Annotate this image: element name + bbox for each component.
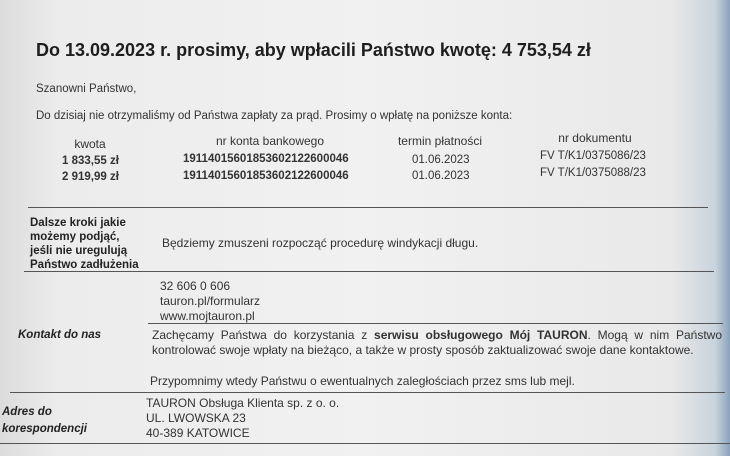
- divider: [148, 323, 723, 324]
- address-line: UL. LWOWSKA 23: [146, 411, 246, 425]
- amount: 2 919,99 zł: [62, 171, 119, 183]
- label-line: Państwo zadłużenia: [30, 259, 139, 271]
- promo-text: [152, 328, 722, 358]
- next-steps-text: Będziemy zmuszeni rozpocząć procedurę windykacji długu.: [162, 236, 479, 250]
- account-number: 19114015601853602122600046: [183, 170, 349, 182]
- contact-web-link[interactable]: www.mojtauron.pl: [160, 309, 255, 323]
- promo-bold: serwisu obsługowego Mój TAURON: [374, 328, 588, 342]
- label-line: jeśli nie uregulują: [30, 245, 128, 257]
- promo-post: . Mogą w nim Państwo kontrolować swoje wpłaty na bieżąco, a także w prosty sposób zaktualizować swoje dane kontaktowe.: [152, 328, 722, 357]
- label-line: korespondencji: [2, 423, 87, 435]
- label-line: Dalsze kroki jakie: [30, 217, 126, 229]
- divider: [24, 271, 714, 272]
- account-number: 19114015601853602122600046: [183, 153, 349, 165]
- address-line: TAURON Obsługa Klienta sp. z o. o.: [146, 396, 340, 410]
- greeting: Szanowni Państwo,: [36, 83, 137, 95]
- contact-phone: 32 606 0 606: [160, 279, 231, 293]
- col-header-amount: kwota: [74, 137, 106, 151]
- due-date: 01.06.2023: [412, 154, 470, 166]
- contact-label: Kontakt do nas: [18, 329, 102, 341]
- next-steps-label: [30, 216, 139, 272]
- label-line: możemy podjąć,: [30, 231, 120, 243]
- intro-text: Do dzisiaj nie otrzymaliśmy od Państwa zapłaty za prąd. Prosimy o wpłatę na poniższe konta:: [36, 110, 513, 122]
- reminder-text: Przypomnimy wtedy Państwu o ewentualnych zaległościach przez sms lub mejl.: [150, 374, 575, 388]
- due-date: 01.06.2023: [412, 170, 470, 182]
- label-line: Adres do: [2, 406, 52, 418]
- divider: [0, 443, 730, 444]
- col-header-document: nr dokumentu: [558, 131, 632, 145]
- address-line: 40-389 KATOWICE: [146, 426, 250, 440]
- document-number: FV T/K1/0375086/23: [540, 150, 646, 162]
- document-number: FV T/K1/0375088/23: [540, 167, 646, 179]
- promo-pre: Zachęcamy Państwa do korzystania z: [152, 328, 375, 342]
- divider: [28, 207, 708, 208]
- amount: 1 833,55 zł: [62, 155, 119, 167]
- contact-form-link[interactable]: tauron.pl/formularz: [160, 294, 261, 308]
- col-header-due-date: termin płatności: [397, 134, 483, 148]
- address-lines: [146, 396, 339, 441]
- col-header-account: nr konta bankowego: [215, 134, 325, 148]
- divider: [10, 392, 725, 393]
- payment-heading: Do 13.09.2023 r. prosimy, aby wpłacili Państwo kwotę: 4 753,54 zł: [36, 40, 591, 60]
- address-label: [2, 404, 87, 438]
